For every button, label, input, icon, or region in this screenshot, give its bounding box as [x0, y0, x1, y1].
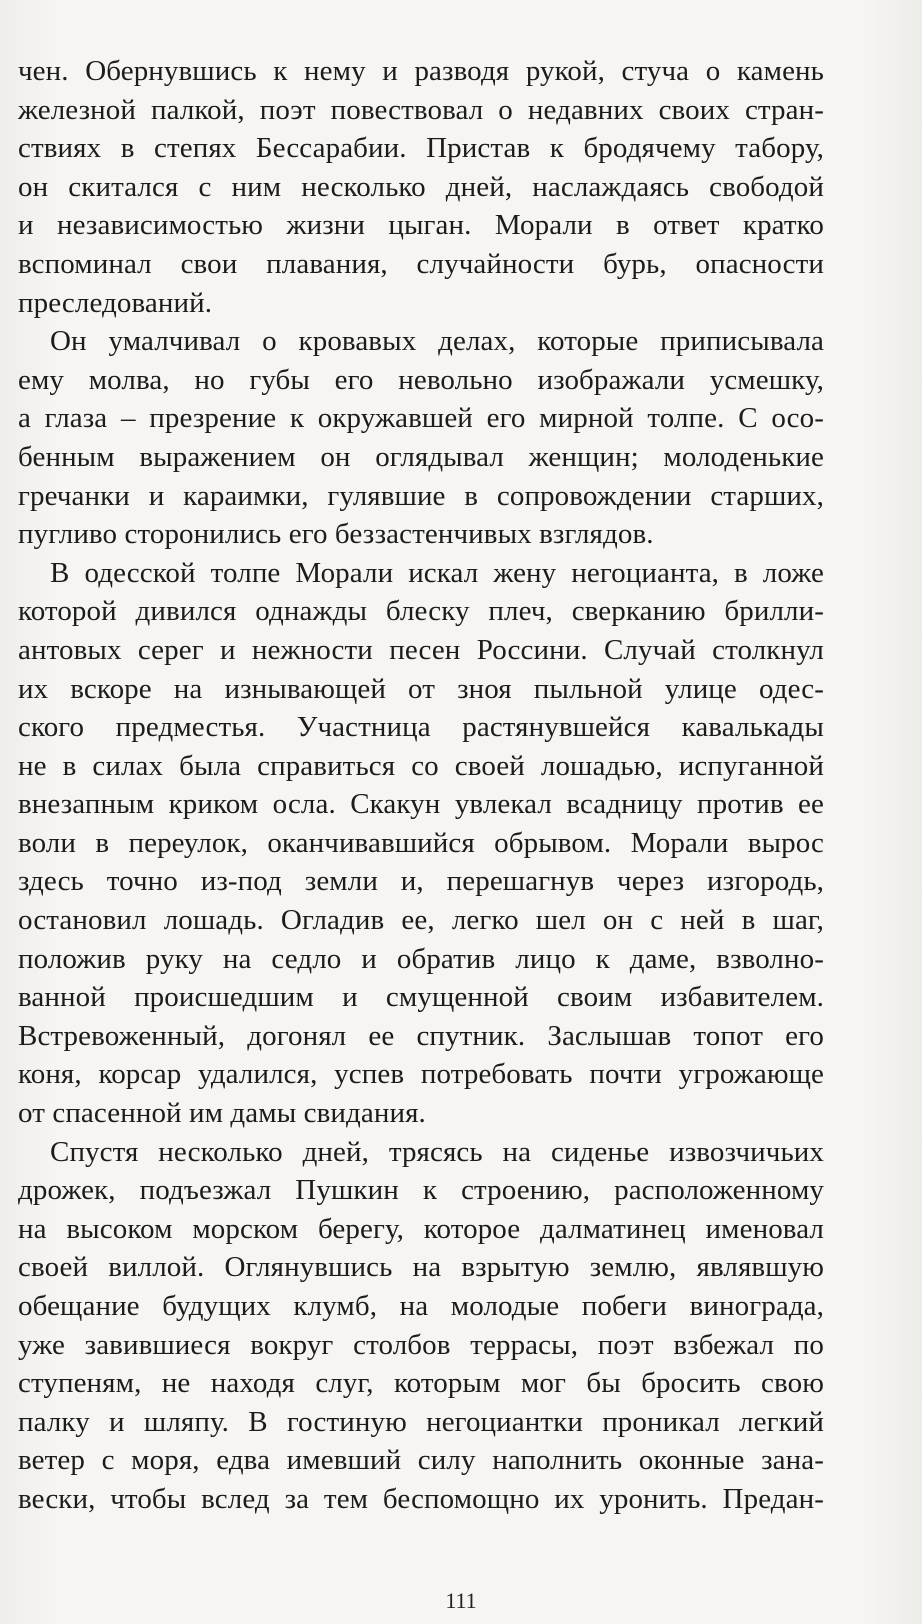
paragraph-3 [18, 554, 824, 1133]
text-line: железной палкой, поэт повествовал о недавних своих стран- [18, 93, 824, 126]
text-line: здесь точно из-под земли и, перешагнув через изгородь, [18, 865, 824, 898]
text-line: ветер с моря, едва имевший силу наполнить оконные зана- [18, 1444, 824, 1477]
text-line: бенным выражением он оглядывал женщин; молоденькие [18, 440, 824, 473]
text-line: а глаза – презрение к окружавшей его мирной толпе. С осо- [18, 402, 824, 435]
text-line: палку и шляпу. В гостиную негоциантки проникал легкий [18, 1405, 824, 1438]
text-line: антовых серег и нежности песен Россини. Случай столкнул [18, 633, 824, 666]
text-line: на высоком морском берегу, которое далматинец именовал [18, 1212, 824, 1245]
text-line: В одесской толпе Морали искал жену негоцианта, в ложе [50, 556, 824, 589]
text-line: воли в переулок, оканчивавшийся обрывом. Морали вырос [18, 826, 824, 859]
text-line: ступеням, не находя слуг, которым мог бы бросить свою [18, 1367, 824, 1400]
text-line: дрожек, подъезжал Пушкин к строению, расположенному [18, 1174, 824, 1207]
text-line: ствиях в степях Бессарабии. Пристав к бродячему табору, [18, 132, 824, 165]
text-line: остановил лошадь. Огладив ее, легко шел он с ней в шаг, [18, 904, 824, 937]
text-line: ему молва, но губы его невольно изображали усмешку, [18, 363, 824, 396]
text-line: Он умалчивал о кровавых делах, которые приписывала [50, 325, 824, 358]
text-line: гречанки и караимки, гулявшие в сопровождении старших, [18, 479, 824, 512]
text-line: уже завившиеся вокруг столбов террасы, поэт взбежал по [18, 1328, 824, 1361]
page-number: 111 [445, 1588, 477, 1613]
text-line: преследований. [18, 286, 213, 319]
text-line: ванной происшедшим и смущенной своим избавителем. [18, 981, 824, 1014]
text-line: своей виллой. Оглянувшись на взрытую землю, являвшую [18, 1251, 824, 1284]
text-line: внезапным криком осла. Скакун увлекал всадницу против ее [18, 788, 824, 821]
text-line: коня, корсар удалился, успев потребовать почти угрожающе [18, 1058, 824, 1091]
text-line: вспоминал свои плавания, случайности бурь, опасности [18, 247, 824, 280]
text-line: вески, чтобы вслед за тем беспомощно их уронить. Предан- [18, 1482, 824, 1515]
text-line: пугливо сторонились его беззастенчивых взглядов. [18, 518, 654, 551]
body-text [18, 52, 824, 1519]
text-line: от спасенной им дамы свидания. [18, 1097, 426, 1130]
paragraph-2 [18, 322, 824, 554]
text-line: Встревоженный, догонял ее спутник. Заслышав топот его [18, 1019, 824, 1052]
text-line: Спустя несколько дней, трясясь на сиденье извозчичьих [50, 1135, 824, 1168]
text-line: их вскоре на изнывающей от зноя пыльной улице одес- [18, 672, 824, 705]
text-line: положив руку на седло и обратив лицо к даме, взволно- [18, 942, 824, 975]
text-line: он скитался с ним несколько дней, наслаждаясь свободой [18, 170, 824, 203]
text-line: которой дивился однажды блеску плеч, сверканию брилли- [18, 595, 824, 628]
text-line: чен. Обернувшись к нему и разводя рукой, стуча о камень [18, 55, 824, 87]
text-line: не в силах была справиться со своей лошадью, испуганной [18, 749, 824, 782]
paragraph-1 [18, 52, 824, 322]
paragraph-4 [18, 1133, 824, 1519]
text-line: обещание будущих клумб, на молодые побеги винограда, [18, 1290, 824, 1322]
text-line: и независимостью жизни цыган. Морали в ответ кратко [18, 209, 824, 242]
text-line: ского предместья. Участница растянувшейся кавалькады [18, 711, 824, 744]
